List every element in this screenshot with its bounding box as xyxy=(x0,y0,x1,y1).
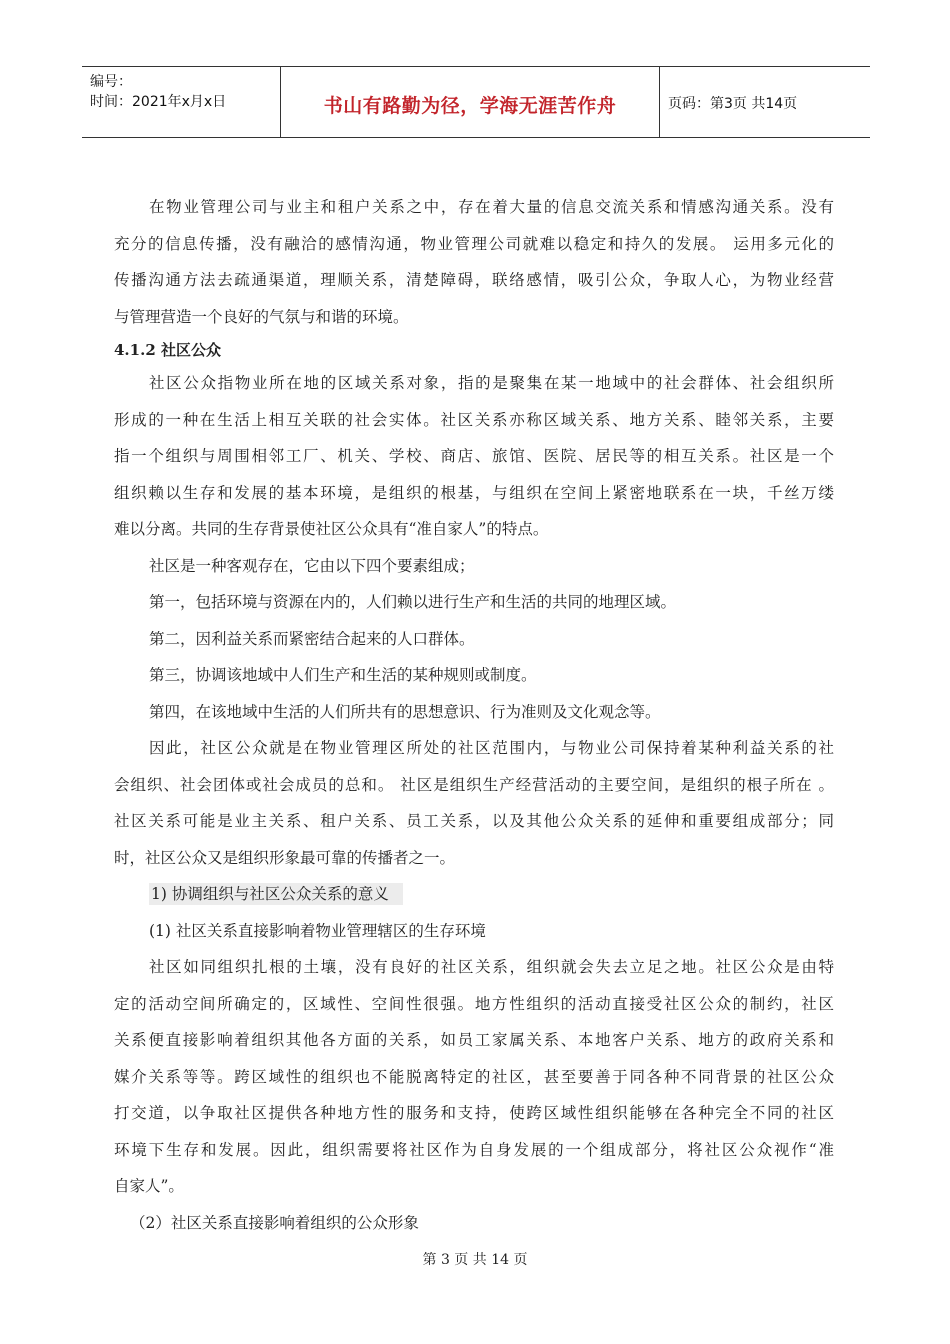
paragraph-line: 社区关系可能是业主关系、租户关系、员工关系，以及其他公众关系的延伸和重要组成部分；同 xyxy=(114,812,834,830)
paragraph-line: 社区公众指物业所在地的区域关系对象，指的是聚集在某一地域中的社会群体、社会组织所 xyxy=(149,374,834,392)
paragraph-line: 会组织、社会团体或社会成员的总和。 社区是组织生产经营活动的主要空间，是组织的根子所在 。 xyxy=(114,775,834,794)
paragraph-line: 第三，协调该地域中人们生产和生活的某种规则或制度。 xyxy=(149,666,537,684)
paragraph-line: 形成的一种在生活上相互关联的社会实体。社区关系亦称区域关系、地方关系、睦邻关系，主要 xyxy=(114,410,834,429)
paragraph-line: 因此，社区公众就是在物业管理区所处的社区范围内，与物业公司保持着某种利益关系的社 xyxy=(149,739,834,757)
page-header xyxy=(82,66,870,138)
paragraph-line: 定的活动空间所确定的，区域性、空间性很强。地方性组织的活动直接受社区公众的制约，社区 xyxy=(114,994,834,1013)
paragraph-line: 时，社区公众又是组织形象最可靠的传播者之一。 xyxy=(114,848,456,867)
subheading-line: (1) 社区关系直接影响着物业管理辖区的生存环境 xyxy=(149,921,486,940)
paragraph-line: 在物业管理公司与业主和租户关系之中，存在着大量的信息交流关系和情感沟通关系。没有 xyxy=(149,198,834,216)
paragraph-line: 打交道，以争取社区提供各种地方性的服务和支持，使跨区域性组织能够在各种完全不同的社区 xyxy=(114,1104,834,1122)
paragraph-line: 社区如同组织扎根的土壤，没有良好的社区关系，组织就会失去立足之地。社区公众是由特 xyxy=(149,958,834,976)
paragraph-line: 关系便直接影响着组织其他各方面的关系，如员工家属关系、本地客户关系、地方的政府关系和 xyxy=(114,1031,834,1049)
highlighted-subheading: 1) 协调组织与社区公众关系的意义 xyxy=(149,883,403,905)
time-label: 时间：2021年x月x日 xyxy=(90,94,227,110)
header-motto-cell xyxy=(281,67,660,137)
subheading-line: （2）社区关系直接影响着组织的公众形象 xyxy=(130,1213,419,1232)
paragraph-line: 自家人”。 xyxy=(114,1177,184,1195)
paragraph-line: 指一个组织与周围相邻工厂、机关、学校、商店、旅馆、医院、居民等的相互关系。社区是一个 xyxy=(114,447,834,465)
number-label: 编号： xyxy=(90,74,132,90)
subheading-line xyxy=(114,876,834,913)
paragraph-line: 社区是一种客观存在，它由以下四个要素组成； xyxy=(149,556,475,575)
paragraph-line: 环境下生存和发展。因此，组织需要将社区作为自身发展的一个组成部分，将社区公众视作“准 xyxy=(114,1140,834,1159)
paragraph-line: 第四，在该地域中生活的人们所共有的思想意识、行为准则及文化观念等。 xyxy=(149,702,661,721)
page-footer: 第 3 页 共 14 页 xyxy=(422,1252,528,1268)
section-heading: 4.1.2 社区公众 xyxy=(114,341,221,359)
paragraph-line: 组织赖以生存和发展的基本环境，是组织的根基，与组织在空间上紧密地联系在一块，千丝万缕 xyxy=(114,483,834,502)
paragraph-line: 传播沟通方法去疏通渠道，理顺关系，清楚障碍，联络感情，吸引公众，争取人心，为物业经营 xyxy=(114,271,834,289)
paragraph-line: 充分的信息传播，没有融洽的感情沟通，物业管理公司就难以稳定和持久的发展。 运用多元化的 xyxy=(114,234,834,253)
paragraph-line: 难以分离。共同的生存背景使社区公众具有“准自家人”的特点。 xyxy=(114,520,549,538)
document-body xyxy=(114,189,834,1241)
header-page-cell xyxy=(660,67,870,137)
page-label: 页码：第3页 共14页 xyxy=(668,96,798,112)
paragraph-line: 第一，包括环境与资源在内的，人们赖以进行生产和生活的共同的地理区域。 xyxy=(149,593,677,611)
paragraph-line: 第二，因利益关系而紧密结合起来的人口群体。 xyxy=(149,629,475,648)
motto: 书山有路勤为径，学海无涯苦作舟 xyxy=(323,95,617,117)
paragraph-line: 媒介关系等等。跨区域性的组织也不能脱离特定的社区，甚至要善于同各种不同背景的社区公众 xyxy=(114,1067,834,1086)
header-meta-cell xyxy=(82,67,281,137)
paragraph-line: 与管理营造一个良好的气氛与和谐的环境。 xyxy=(114,307,409,326)
